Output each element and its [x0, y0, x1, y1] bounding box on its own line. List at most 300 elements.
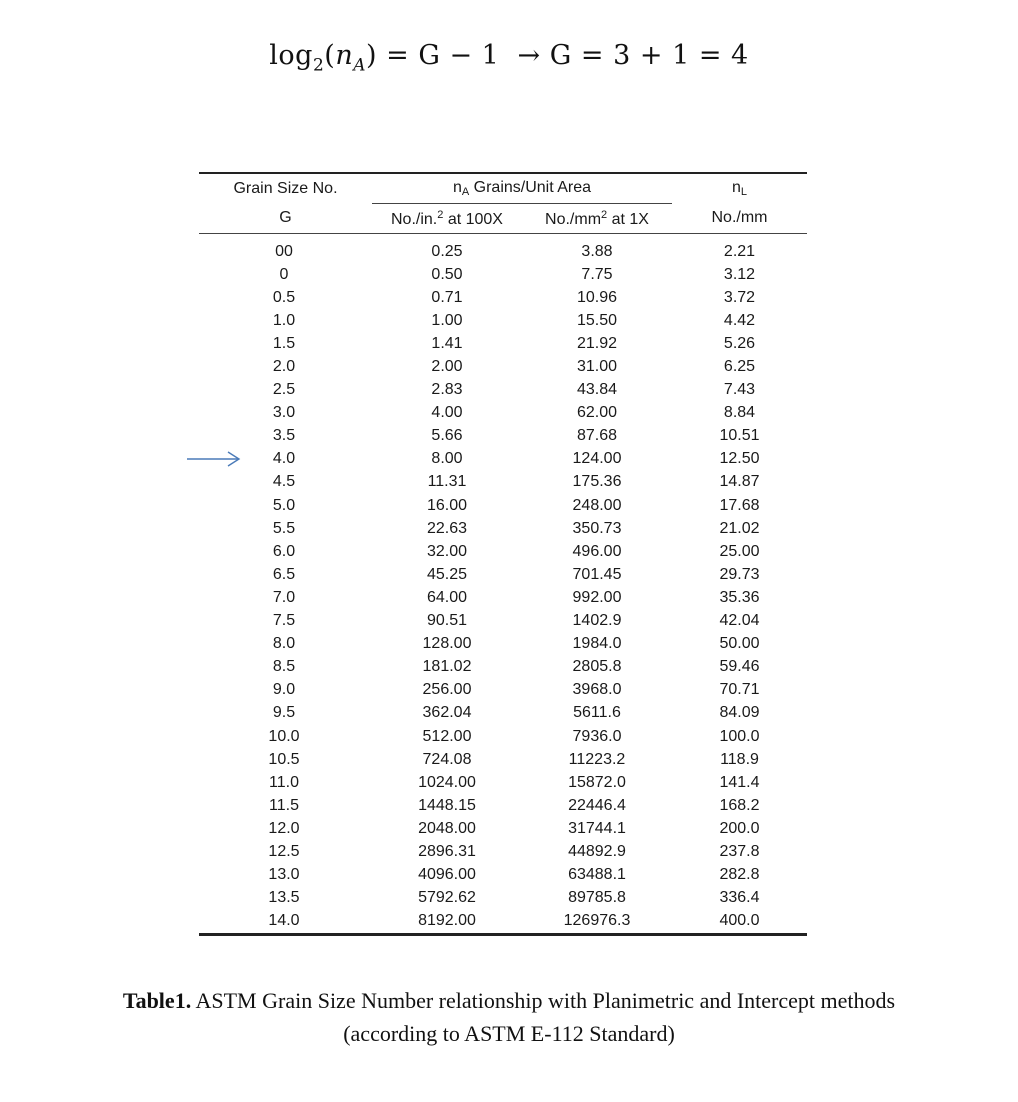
cell-grain-size-value: 0: [279, 265, 289, 283]
cell-nl: [672, 633, 807, 656]
cell-per-mm2: [522, 817, 672, 840]
cell-per-mm2-value: 62.00: [576, 404, 618, 422]
cell-per-mm2: [522, 840, 672, 863]
equation-log-base: 2: [312, 55, 325, 76]
cell-grain-size: [199, 840, 372, 863]
cell-per-mm2-value: 15.50: [576, 311, 618, 329]
cell-per-in2: [372, 840, 522, 863]
cell-nl: [672, 517, 807, 540]
caption-line-1: [0, 984, 1018, 1017]
cell-per-in2-value: 8.00: [431, 450, 463, 468]
cell-per-in2: [372, 864, 522, 887]
cell-nl: [672, 910, 807, 935]
table-row: [199, 840, 807, 863]
cell-grain-size-value: 3.0: [272, 404, 296, 422]
cell-nl-value: 70.71: [719, 681, 760, 699]
cell-per-in2: [372, 563, 522, 586]
cell-nl: [672, 448, 807, 471]
cell-per-in2: [372, 817, 522, 840]
cell-per-in2: [372, 286, 522, 309]
cell-per-mm2-value: 11223.2: [568, 750, 626, 768]
cell-nl: [672, 471, 807, 494]
cell-nl-value: 282.8: [719, 866, 760, 884]
cell-per-mm2-value: 7.75: [581, 265, 613, 283]
cell-grain-size-value: 3.5: [272, 427, 296, 445]
cell-grain-size-value: 10.5: [268, 750, 300, 768]
cell-nl: [672, 887, 807, 910]
cell-nl-value: 14.87: [719, 473, 760, 491]
cell-nl-value: 3.72: [723, 288, 756, 306]
cell-grain-size-value: 2.0: [272, 358, 296, 376]
cell-per-mm2-value: 496.00: [572, 542, 622, 560]
cell-grain-size-value: 8.0: [272, 635, 296, 653]
cell-nl-value: 2.21: [723, 242, 756, 260]
cell-per-mm2-value: 248.00: [572, 496, 622, 514]
cell-per-in2: [372, 748, 522, 771]
table-row: [199, 286, 807, 309]
table-row: [199, 402, 807, 425]
cell-nl: [672, 234, 807, 264]
cell-per-mm2: [522, 910, 672, 935]
table-body: [199, 234, 807, 935]
cell-grain-size-value: 13.5: [268, 889, 300, 907]
cell-per-in2: [372, 610, 522, 633]
cell-grain-size-value: 13.0: [268, 866, 300, 884]
cell-grain-size: [199, 748, 372, 771]
cell-per-mm2: [522, 517, 672, 540]
header-per-in2-text: No./in.: [391, 210, 438, 228]
cell-per-in2-value: 1.00: [431, 311, 463, 329]
cell-nl-value: 168.2: [719, 796, 760, 814]
header-per-in2: [372, 204, 522, 234]
cell-nl: [672, 794, 807, 817]
cell-per-mm2: [522, 679, 672, 702]
cell-per-mm2: [522, 379, 672, 402]
cell-nl-value: 4.42: [723, 311, 756, 329]
cell-per-mm2-value: 7936.0: [572, 727, 622, 745]
table-row: [199, 540, 807, 563]
cell-grain-size-value: 11.0: [269, 773, 299, 791]
cell-grain-size-value: 9.5: [272, 704, 296, 722]
cell-per-mm2-value: 89785.8: [568, 889, 626, 907]
cell-per-in2: [372, 887, 522, 910]
cell-per-in2-value: 256.00: [422, 681, 472, 699]
cell-per-in2: [372, 910, 522, 935]
cell-grain-size-value: 9.0: [272, 681, 296, 699]
cell-grain-size: [199, 540, 372, 563]
cell-per-in2: [372, 263, 522, 286]
cell-nl-value: 42.04: [719, 612, 760, 630]
cell-nl: [672, 586, 807, 609]
cell-nl-value: 59.46: [719, 658, 760, 676]
cell-grain-size-value: 1.5: [272, 334, 296, 352]
table-row: [199, 887, 807, 910]
cell-grain-size: [199, 402, 372, 425]
cell-per-in2-value: 1024.00: [418, 773, 476, 791]
cell-nl-value: 3.12: [723, 265, 756, 283]
equation-log: log: [269, 40, 313, 71]
header-nl-sub: L: [740, 186, 748, 199]
cell-per-mm2: [522, 471, 672, 494]
cell-nl-value: 12.50: [719, 450, 760, 468]
header-na-sub: A: [461, 186, 470, 198]
cell-per-in2-value: 4.00: [431, 404, 463, 422]
table-row: [199, 771, 807, 794]
cell-grain-size-value: 4.0: [272, 450, 296, 468]
cell-grain-size-value: 5.5: [272, 519, 296, 537]
table-row: [199, 586, 807, 609]
header-nl: [672, 173, 807, 204]
cell-per-in2-value: 724.08: [422, 750, 472, 768]
cell-nl-value: 5.26: [723, 334, 756, 352]
cell-per-in2: [372, 379, 522, 402]
cell-grain-size: [199, 679, 372, 702]
cell-per-mm2-value: 701.45: [572, 565, 622, 583]
cell-per-mm2-value: 992.00: [572, 588, 622, 606]
cell-nl-value: 100.0: [719, 727, 760, 745]
cell-nl: [672, 725, 807, 748]
cell-per-in2-value: 1.41: [431, 334, 463, 352]
cell-per-mm2-value: 126976.3: [563, 912, 631, 930]
cell-per-mm2-value: 5611.6: [573, 704, 621, 722]
cell-nl: [672, 263, 807, 286]
cell-grain-size: [199, 633, 372, 656]
cell-per-in2-value: 2.83: [431, 381, 463, 399]
cell-per-in2-value: 90.51: [426, 612, 468, 630]
cell-grain-size-value: 7.0: [272, 588, 296, 606]
cell-per-mm2-value: 350.73: [572, 519, 622, 537]
cell-nl-value: 25.00: [719, 542, 760, 560]
header-nl-unit: No./mm: [672, 204, 807, 234]
cell-per-mm2: [522, 887, 672, 910]
cell-grain-size-value: 6.0: [272, 542, 296, 560]
cell-per-mm2-value: 175.36: [572, 473, 622, 491]
cell-per-in2-value: 362.04: [422, 704, 472, 722]
cell-grain-size: [199, 702, 372, 725]
cell-grain-size: [199, 725, 372, 748]
cell-per-in2-value: 22.63: [426, 519, 468, 537]
table-row: [199, 910, 807, 935]
cell-grain-size-value: 2.5: [272, 381, 296, 399]
cell-per-mm2-value: 22446.4: [568, 796, 626, 814]
cell-nl: [672, 840, 807, 863]
cell-nl-value: 141.4: [719, 773, 760, 791]
cell-grain-size: [199, 656, 372, 679]
cell-grain-size: [199, 817, 372, 840]
cell-per-mm2-value: 3.88: [581, 242, 613, 260]
table-row: [199, 563, 807, 586]
table-caption: [0, 984, 1018, 1050]
cell-nl-value: 7.43: [723, 381, 756, 399]
cell-per-in2: [372, 702, 522, 725]
cell-per-mm2: [522, 425, 672, 448]
cell-per-in2-value: 128.00: [422, 635, 472, 653]
cell-per-in2-value: 1448.15: [418, 796, 476, 814]
header-nl-symbol: n: [731, 179, 741, 197]
header-per-mm2-text: No./mm: [545, 210, 602, 228]
cell-per-mm2: [522, 864, 672, 887]
cell-per-in2: [372, 586, 522, 609]
cell-grain-size: [199, 887, 372, 910]
grain-size-equation: $\log_2(n_A) = G - 1 \to G = 3 + 1 = 4$: [269, 40, 749, 76]
equation-rhs: = G − 1: [386, 40, 500, 71]
cell-per-mm2-value: 15872.0: [568, 773, 626, 791]
cell-nl: [672, 656, 807, 679]
cell-per-in2-value: 2896.31: [418, 842, 476, 860]
cell-nl-value: 237.8: [719, 842, 760, 860]
table-row: [199, 864, 807, 887]
header-na-symbol: n: [452, 179, 462, 196]
cell-grain-size-value: 10.0: [268, 727, 300, 745]
cell-grain-size-value: 12.5: [268, 842, 300, 860]
cell-per-in2: [372, 402, 522, 425]
equation-result: G = 3 + 1 = 4: [549, 40, 749, 71]
cell-per-in2: [372, 332, 522, 355]
cell-grain-size-value: 1.0: [272, 311, 296, 329]
cell-per-in2-value: 45.25: [426, 565, 468, 583]
grain-size-table: [199, 172, 807, 936]
cell-per-mm2: [522, 309, 672, 332]
cell-per-mm2-value: 43.84: [576, 381, 618, 399]
cell-grain-size: [199, 563, 372, 586]
cell-nl: [672, 563, 807, 586]
cell-per-mm2: [522, 610, 672, 633]
header-per-mm2-sup: 2: [601, 208, 608, 221]
header-na-group: [372, 173, 672, 204]
table-row: [199, 379, 807, 402]
cell-grain-size: [199, 425, 372, 448]
cell-nl: [672, 402, 807, 425]
cell-nl-value: 50.00: [719, 635, 760, 653]
header-g: G: [199, 204, 372, 234]
cell-per-mm2: [522, 748, 672, 771]
table-row: [199, 263, 807, 286]
table-row: [199, 817, 807, 840]
cell-per-in2-value: 11.31: [427, 473, 467, 491]
cell-nl: [672, 864, 807, 887]
cell-grain-size: [199, 286, 372, 309]
cell-nl-value: 10.51: [719, 427, 760, 445]
cell-per-mm2: [522, 586, 672, 609]
header-per-in2-suffix: at 100X: [443, 210, 503, 228]
cell-nl: [672, 425, 807, 448]
cell-nl: [672, 748, 807, 771]
cell-per-mm2: [522, 263, 672, 286]
equation-n: n: [335, 40, 354, 71]
cell-grain-size: [199, 332, 372, 355]
cell-per-mm2-value: 31744.1: [568, 819, 626, 837]
cell-grain-size: [199, 610, 372, 633]
table-row: [199, 725, 807, 748]
cell-grain-size: [199, 263, 372, 286]
cell-per-in2: [372, 540, 522, 563]
table-row: [199, 471, 807, 494]
cell-per-in2-value: 5.66: [431, 427, 463, 445]
cell-per-in2: [372, 633, 522, 656]
caption-text-1: ASTM Grain Size Number relationship with Planimetric and Intercept methods: [191, 988, 896, 1013]
caption-line-2: (according to ASTM E-112 Standard): [343, 1021, 675, 1046]
table-row: [199, 448, 807, 471]
cell-nl-value: 118.9: [720, 750, 759, 768]
cell-per-mm2: [522, 234, 672, 264]
cell-per-in2: [372, 234, 522, 264]
cell-per-mm2-value: 44892.9: [568, 842, 626, 860]
header-na-text: Grains/Unit Area: [469, 179, 592, 196]
caption-label: Table1.: [122, 988, 192, 1013]
cell-per-mm2: [522, 563, 672, 586]
cell-per-in2-value: 0.50: [431, 265, 463, 283]
cell-per-in2-value: 32.00: [426, 542, 468, 560]
cell-per-mm2-value: 124.00: [572, 450, 622, 468]
cell-per-in2-value: 2.00: [431, 358, 463, 376]
cell-nl: [672, 679, 807, 702]
table-row: [199, 234, 807, 264]
header-per-mm2: [522, 204, 672, 234]
cell-per-mm2-value: 2805.8: [572, 658, 622, 676]
cell-per-mm2: [522, 494, 672, 517]
cell-nl-value: 200.0: [719, 819, 760, 837]
cell-grain-size: [199, 379, 372, 402]
cell-per-mm2-value: 87.68: [576, 427, 618, 445]
cell-per-mm2: [522, 794, 672, 817]
cell-per-mm2: [522, 656, 672, 679]
cell-per-in2-value: 0.71: [431, 288, 463, 306]
cell-grain-size-value: 14.0: [268, 912, 300, 930]
cell-nl: [672, 817, 807, 840]
cell-per-in2-value: 8192.00: [418, 912, 476, 930]
cell-per-in2: [372, 771, 522, 794]
cell-nl: [672, 610, 807, 633]
cell-nl: [672, 355, 807, 378]
cell-per-in2: [372, 448, 522, 471]
cell-grain-size: [199, 864, 372, 887]
equation-n-sub: A: [353, 55, 366, 76]
cell-per-mm2: [522, 286, 672, 309]
cell-per-mm2-value: 1402.9: [572, 612, 622, 630]
cell-per-mm2: [522, 448, 672, 471]
grain-size-table-container: [199, 172, 807, 936]
cell-nl: [672, 309, 807, 332]
table-row: [199, 494, 807, 517]
cell-per-in2: [372, 725, 522, 748]
cell-nl: [672, 702, 807, 725]
cell-per-mm2: [522, 540, 672, 563]
table-row: [199, 309, 807, 332]
cell-per-in2-value: 16.00: [426, 496, 468, 514]
cell-grain-size-value: 4.5: [272, 473, 296, 491]
cell-grain-size-value: 6.5: [272, 565, 296, 583]
table-row: [199, 610, 807, 633]
cell-per-mm2: [522, 702, 672, 725]
table-row: [199, 794, 807, 817]
cell-nl: [672, 540, 807, 563]
cell-grain-size: [199, 471, 372, 494]
cell-nl: [672, 771, 807, 794]
cell-per-in2: [372, 494, 522, 517]
cell-nl: [672, 379, 807, 402]
cell-grain-size-value: 00: [275, 242, 293, 260]
cell-per-in2: [372, 656, 522, 679]
cell-per-mm2-value: 31.00: [576, 358, 618, 376]
cell-nl-value: 17.68: [719, 496, 760, 514]
cell-per-mm2: [522, 725, 672, 748]
cell-nl-value: 8.84: [723, 404, 756, 422]
cell-per-in2-value: 4096.00: [418, 866, 476, 884]
cell-nl: [672, 332, 807, 355]
cell-grain-size: [199, 771, 372, 794]
table-row: [199, 355, 807, 378]
cell-per-mm2-value: 63488.1: [568, 866, 626, 884]
cell-nl-value: 21.02: [719, 519, 760, 537]
cell-per-mm2-value: 21.92: [576, 334, 618, 352]
cell-grain-size: [199, 494, 372, 517]
table-row: [199, 332, 807, 355]
cell-grain-size: [199, 355, 372, 378]
cell-nl-value: 6.25: [723, 358, 756, 376]
cell-per-in2-value: 5792.62: [418, 889, 476, 907]
cell-nl: [672, 286, 807, 309]
cell-grain-size: [199, 234, 372, 264]
row-marker-arrow-icon: [186, 451, 242, 467]
cell-per-mm2: [522, 402, 672, 425]
cell-grain-size-value: 7.5: [272, 612, 296, 630]
cell-nl-value: 336.4: [719, 889, 760, 907]
cell-per-in2: [372, 309, 522, 332]
cell-per-in2: [372, 517, 522, 540]
table-row: [199, 679, 807, 702]
cell-grain-size-value: 8.5: [272, 658, 296, 676]
table-row: [199, 633, 807, 656]
equation-arrow: →: [517, 40, 541, 71]
cell-nl-value: 35.36: [719, 588, 760, 606]
cell-nl-value: 400.0: [719, 912, 760, 930]
cell-per-mm2: [522, 355, 672, 378]
cell-per-mm2-value: 3968.0: [572, 681, 622, 699]
cell-per-in2: [372, 679, 522, 702]
cell-per-in2-value: 64.00: [426, 588, 468, 606]
cell-grain-size-value: 5.0: [272, 496, 296, 514]
cell-per-in2-value: 512.00: [422, 727, 472, 745]
cell-per-in2-value: 0.25: [431, 242, 463, 260]
cell-grain-size-value: 0.5: [272, 288, 296, 306]
cell-per-in2: [372, 355, 522, 378]
cell-per-in2-value: 2048.00: [418, 819, 476, 837]
cell-grain-size: [199, 309, 372, 332]
cell-grain-size: [199, 794, 372, 817]
header-grain-size-no: Grain Size No.: [233, 179, 338, 197]
cell-nl-value: 84.09: [719, 704, 760, 722]
cell-grain-size: [199, 910, 372, 935]
table-row: [199, 748, 807, 771]
cell-per-in2: [372, 425, 522, 448]
cell-grain-size: [199, 586, 372, 609]
cell-per-in2: [372, 471, 522, 494]
cell-per-in2: [372, 794, 522, 817]
cell-grain-size-value: 11.5: [269, 796, 299, 814]
cell-per-mm2: [522, 771, 672, 794]
cell-per-mm2: [522, 332, 672, 355]
table-row: [199, 517, 807, 540]
header-per-in2-sup: 2: [437, 208, 444, 221]
cell-grain-size-value: 12.0: [268, 819, 300, 837]
cell-grain-size: [199, 517, 372, 540]
cell-nl-value: 29.73: [719, 565, 760, 583]
cell-per-in2-value: 181.02: [422, 658, 472, 676]
table-row: [199, 425, 807, 448]
cell-per-mm2-value: 1984.0: [572, 635, 622, 653]
cell-per-mm2: [522, 633, 672, 656]
cell-nl: [672, 494, 807, 517]
